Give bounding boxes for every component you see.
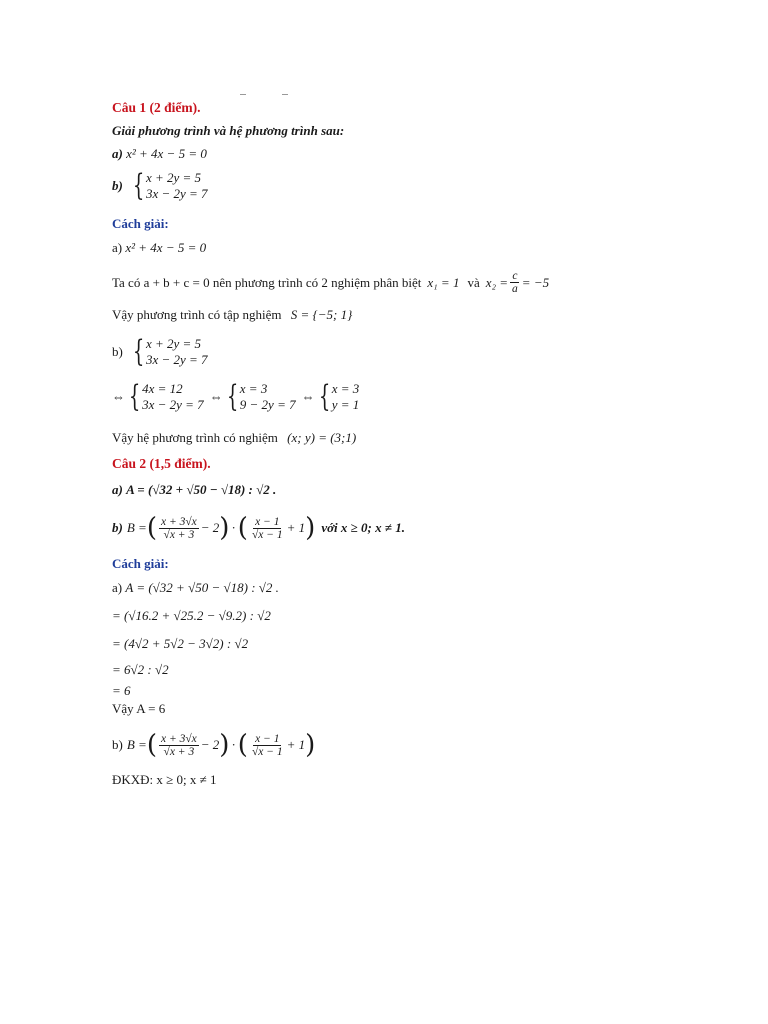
q1-a-label: a) — [112, 146, 123, 161]
equivalence-icon: ⇔ — [301, 389, 315, 404]
q1-solution-heading: Cách giải: — [112, 216, 169, 231]
q2-step-1: = (√16.2 + √25.2 − √9.2) : √2 — [112, 608, 271, 623]
brace-icon: { — [132, 168, 145, 203]
q1-sol-a-x1: x₁ = 1 — [427, 274, 460, 290]
brace-icon: { — [132, 334, 145, 369]
step3-eq2: y = 1 — [331, 397, 360, 412]
q2-dkxd: ĐKXĐ: x ≥ 0; x ≠ 1 — [112, 772, 217, 787]
q2-b-lhs: B = — [126, 520, 147, 535]
q2-b-condition: với x ≥ 0; x ≠ 1. — [321, 520, 406, 535]
fraction-denominator: √x − 1 — [251, 745, 283, 758]
q2-sol-b — [112, 728, 315, 762]
fraction-numerator: x + 3√x — [160, 732, 197, 745]
q1-sol-a-label: a) — [112, 240, 123, 255]
q1-sol-a-x2-rhs: = −5 — [521, 274, 550, 290]
brace-icon: { — [318, 379, 330, 414]
scan-mark — [240, 94, 246, 95]
q2-step-2: = (4√2 + 5√2 − 3√2) : √2 — [112, 636, 249, 651]
fraction-numerator: x − 1 — [255, 732, 280, 745]
q1-b-eq2: 3x − 2y = 7 — [145, 186, 208, 201]
paren-open-icon: ( — [237, 730, 248, 760]
q2-sol-b-fraction2 — [250, 733, 285, 758]
q1-sol-a-text: Ta có a + b + c = 0 nên phương trình có 2 nghiệm phân biệt — [112, 274, 422, 290]
q2-b-label: b) — [112, 520, 123, 535]
paren-close-icon: ) — [305, 730, 316, 760]
q1-title: Câu 1 (2 điểm). — [112, 100, 201, 115]
step1-eq1: 4x = 12 — [142, 381, 183, 396]
q2-step-3: = 6√2 : √2 — [112, 662, 169, 677]
paren-close-icon: ) — [305, 513, 316, 543]
q2-sol-a-conclusion: Vậy A = 6 — [112, 701, 166, 716]
q2-b-fraction2 — [250, 516, 285, 541]
q2-solution-heading: Cách giải: — [112, 556, 169, 571]
q1-sol-a-equation: x² + 4x − 5 = 0 — [125, 240, 207, 255]
fraction-numerator: c — [512, 270, 518, 282]
paren-close-icon: ) — [219, 513, 230, 543]
q1-a-equation: x² + 4x − 5 = 0 — [126, 146, 207, 161]
brace-icon: { — [226, 379, 238, 414]
paren-open-icon: ( — [146, 513, 157, 543]
q1-sol-a-fraction — [510, 270, 520, 295]
q2-sol-b-fraction1 — [159, 733, 199, 758]
paren-open-icon: ( — [146, 730, 157, 760]
fraction-denominator: √x − 1 — [251, 528, 283, 541]
q2-title: Câu 2 (1,5 điểm). — [112, 456, 211, 471]
q2-sol-b-minus2: − 2 — [200, 737, 220, 752]
q1-b-eq1: x + 2y = 5 — [145, 170, 202, 185]
q1-b-label: b) — [112, 178, 123, 193]
brace-icon: { — [128, 379, 141, 414]
paren-close-icon: ) — [219, 730, 230, 760]
q1-sol-b-label: b) — [112, 344, 123, 359]
q1-sol-b-conclusion-text: Vậy hệ phương trình có nghiệm — [112, 430, 278, 445]
q1-sol-b-conclusion — [112, 430, 356, 446]
q2-sol-a-label: a) — [112, 580, 123, 595]
q1-sol-a-x2-lhs: x₂ = — [485, 274, 509, 290]
q2-step-4: = 6 — [112, 683, 131, 698]
fraction-numerator: x − 1 — [255, 515, 280, 528]
q1-sol-a-set: S = {−5; 1} — [290, 307, 353, 322]
q2-part-a — [112, 482, 276, 498]
q1-sol-b-solution: (x; y) = (3;1) — [287, 430, 357, 445]
q2-a-label: a) — [112, 482, 123, 497]
q1-part-b — [112, 170, 208, 202]
q2-b-minus2: − 2 — [200, 520, 220, 535]
paren-open-icon: ( — [237, 513, 248, 543]
q2-sol-a-expression: A = (√32 + √50 − √18) : √2 . — [125, 580, 279, 595]
q2-sol-b-dot: · — [231, 737, 236, 752]
q1-sol-a-roots — [112, 270, 549, 295]
q1-sol-b-steps — [112, 381, 359, 413]
q2-sol-a — [112, 580, 279, 596]
q1-sol-a-conclusion — [112, 307, 352, 323]
equivalence-icon: ⇔ — [209, 389, 223, 404]
step1-eq2: 3x − 2y = 7 — [142, 397, 204, 412]
q2-b-dot: · — [231, 520, 236, 535]
fraction-denominator: √x + 3 — [163, 745, 195, 758]
q2-b-fraction1 — [159, 516, 199, 541]
q1-sol-b-eq1: x + 2y = 5 — [145, 336, 202, 351]
equivalence-icon: ⇔ — [112, 389, 125, 404]
step2-eq2: 9 − 2y = 7 — [239, 397, 296, 412]
scan-mark — [282, 94, 288, 95]
q1-sol-a-conclusion-text: Vậy phương trình có tập nghiệm — [112, 307, 282, 322]
q1-part-a — [112, 146, 207, 162]
q2-part-b — [112, 511, 405, 545]
q1-sol-a-and: và — [467, 274, 480, 290]
fraction-denominator: a — [512, 283, 518, 295]
q2-sol-b-label: b) — [112, 737, 123, 752]
step2-eq1: x = 3 — [239, 381, 268, 396]
q2-a-expression: A = (√32 + √50 − √18) : √2 . — [126, 482, 277, 497]
q2-sol-b-lhs: B = — [126, 737, 147, 752]
fraction-denominator: √x + 3 — [163, 528, 195, 541]
q1-sol-b — [112, 336, 208, 368]
q1-sol-a — [112, 240, 206, 256]
step3-eq1: x = 3 — [331, 381, 360, 396]
q2-b-plus1: + 1 — [286, 520, 306, 535]
q2-sol-b-plus1: + 1 — [286, 737, 306, 752]
q1-sol-b-eq2: 3x − 2y = 7 — [145, 352, 208, 367]
fraction-numerator: x + 3√x — [160, 515, 197, 528]
q1-prompt: Giải phương trình và hệ phương trình sau: — [112, 123, 345, 138]
